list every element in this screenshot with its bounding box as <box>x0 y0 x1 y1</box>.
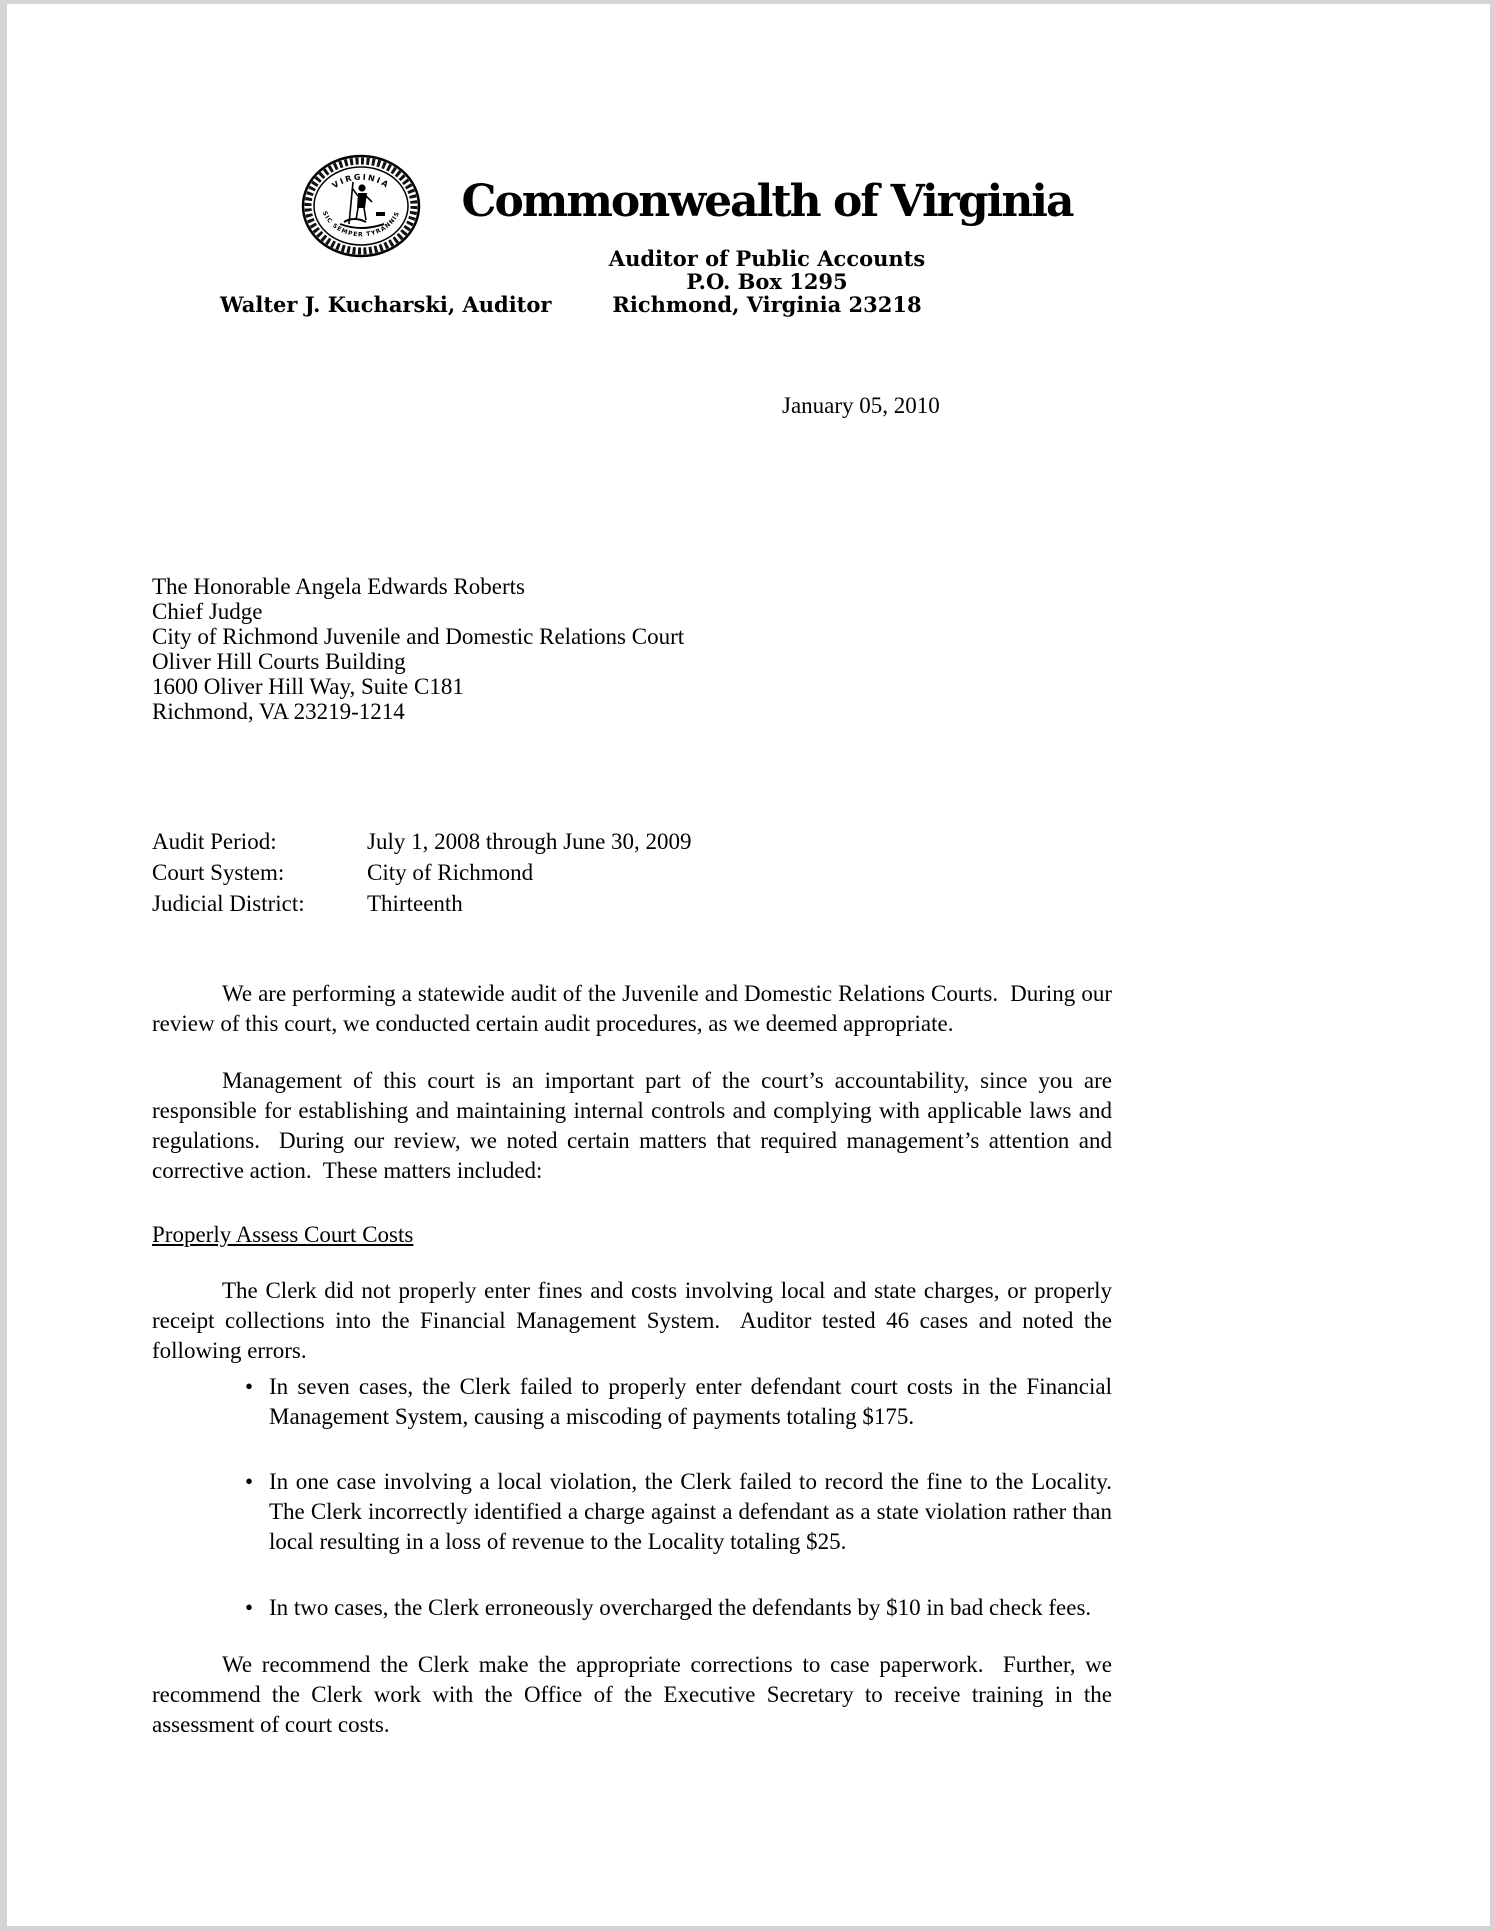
body-paragraph-1: We are performing a statewide audit of the Juvenile and Domestic Relations Courts. During our review of this court, we conducted certain audit procedures, as we deemed appropriate. <box>152 981 1118 1036</box>
audit-info-row <box>152 857 692 888</box>
recipient-line: City of Richmond Juvenile and Domestic Relations Court <box>152 624 685 649</box>
bullet-marker: • <box>245 1469 254 1494</box>
bullet-item <box>152 1372 1118 1432</box>
section-heading: Properly Assess Court Costs <box>152 1222 414 1247</box>
judicial-district-label: Judicial District: <box>152 891 305 916</box>
audit-period-value: July 1, 2008 through June 30, 2009 <box>367 829 692 854</box>
recipient-line: Chief Judge <box>152 599 263 624</box>
court-system-value: City of Richmond <box>367 860 534 885</box>
body-paragraph-2: Management of this court is an important part of the court’s accountability, since you are responsible for establishing and maintaining internal controls and complying with applicable laws and regulations. During our review, we noted certain matters that required management’s attention and corrective action. These matters included: <box>152 1068 1118 1183</box>
audit-info-block <box>152 826 692 919</box>
letter-date: January 05, 2010 <box>782 393 940 418</box>
virginia-seal-logo <box>300 154 422 258</box>
bullet-text: In two cases, the Clerk erroneously overcharged the defendants by $10 in bad check fees. <box>269 1595 1092 1620</box>
audit-period-label: Audit Period: <box>152 829 277 854</box>
seal-top-text: VIRGINIA <box>330 172 392 191</box>
body-paragraph-4: We recommend the Clerk make the appropriate corrections to case paperwork. Further, we recommend the Clerk work with the Office of the Executive Secretary to receive training in the assessment of court costs. <box>152 1652 1118 1737</box>
body-paragraph-3: The Clerk did not properly enter fines and costs involving local and state charges, or properly receipt collections into the Financial Management System. Auditor tested 46 cases and noted the following errors. <box>152 1278 1118 1363</box>
recipient-line: 1600 Oliver Hill Way, Suite C181 <box>152 674 464 699</box>
recipient-line: Richmond, VA 23219-1214 <box>152 699 405 724</box>
office-name: Auditor of Public Accounts <box>608 246 926 271</box>
seal-bottom-text: SIC SEMPER TYRANNIS <box>320 210 402 239</box>
letterhead-title: Commonwealth of Virginia <box>461 176 1073 227</box>
letterhead-office-block <box>467 247 1067 316</box>
bullet-marker: • <box>245 1595 254 1620</box>
audit-info-row <box>152 826 692 857</box>
audit-info-row <box>152 888 692 919</box>
bullet-item <box>152 1593 1112 1623</box>
office-city-line: Richmond, Virginia 23218 <box>612 292 922 317</box>
recipient-address-block <box>152 574 684 724</box>
judicial-district-value: Thirteenth <box>367 891 463 916</box>
court-system-label: Court System: <box>152 860 285 885</box>
recipient-line: Oliver Hill Courts Building <box>152 649 406 674</box>
office-po-box: P.O. Box 1295 <box>686 269 848 294</box>
bullet-item <box>152 1467 1124 1557</box>
recipient-line: The Honorable Angela Edwards Roberts <box>152 574 526 599</box>
bullet-text: In seven cases, the Clerk failed to properly enter defendant court costs in the Financial Management System, causing a miscoding of payments totaling $175. <box>269 1374 1118 1429</box>
bullet-marker: • <box>245 1374 254 1399</box>
auditor-name: Walter J. Kucharski, Auditor <box>220 292 552 317</box>
bullet-text: In one case involving a local violation, the Clerk failed to record the fine to the Locality. The Clerk incorrectly identified a charge against a defendant as a state violation rather than local resulting in a loss of revenue to the Locality totaling $25. <box>269 1469 1124 1554</box>
